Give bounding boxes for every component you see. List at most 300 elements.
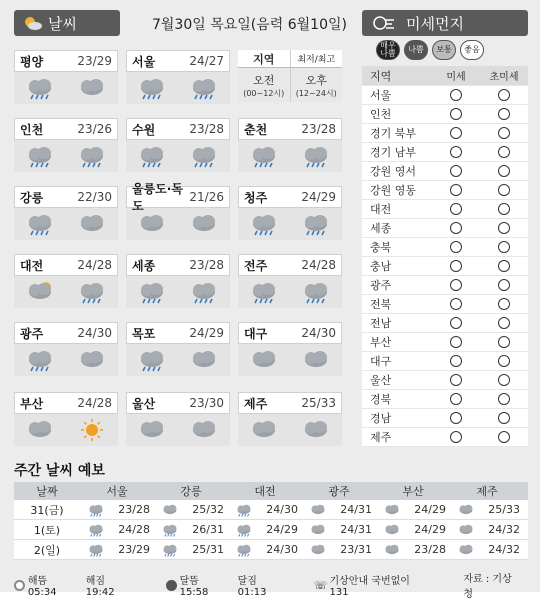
city-card <box>14 322 118 374</box>
dust-row <box>362 333 528 352</box>
city-card <box>14 186 118 238</box>
city-temp: 24/28 <box>77 258 112 272</box>
pm10-cell <box>432 184 480 196</box>
weekly-cell <box>80 523 154 537</box>
weekly-temp: 24/32 <box>488 543 520 556</box>
pm25-cell <box>480 260 528 272</box>
cloud-icon <box>248 418 280 442</box>
pm25-level-indicator <box>498 317 510 329</box>
dust-region: 세종 <box>370 222 392 235</box>
weekly-city-header: 제주 <box>476 485 498 498</box>
cloud-icon <box>76 76 108 100</box>
weekly-temp: 24/29 <box>414 523 446 536</box>
cloud-icon <box>308 543 328 557</box>
weekly-cell <box>376 543 450 557</box>
dust-row <box>362 295 528 314</box>
city-name: 평양 <box>20 54 44 69</box>
rain-icon <box>160 523 180 537</box>
pm25-cell <box>480 127 528 139</box>
pm10-level-indicator <box>450 241 462 253</box>
legend-am-label: 오전 <box>253 73 275 87</box>
rain-icon <box>234 503 254 517</box>
city-icons <box>126 414 230 446</box>
weekly-cell <box>450 543 524 557</box>
city-temp: 23/28 <box>301 122 336 136</box>
cloud-icon <box>188 348 220 372</box>
pm10-level-indicator <box>450 279 462 291</box>
pm10-cell <box>432 298 480 310</box>
weekly-temp: 23/31 <box>340 543 372 556</box>
city-icons <box>126 276 230 308</box>
city-card <box>126 182 230 238</box>
pm10-level-indicator <box>450 355 462 367</box>
city-card <box>126 254 230 306</box>
dust-row <box>362 314 528 333</box>
cloud-icon <box>248 348 280 372</box>
city-card-header <box>238 254 342 276</box>
dust-region: 제주 <box>370 431 392 444</box>
legend-minmax: 최저/최고 <box>297 55 336 65</box>
sun-icon <box>76 418 108 442</box>
cloud-icon <box>456 543 476 557</box>
weekly-cell <box>154 523 228 537</box>
cloud-icon <box>76 348 108 372</box>
dust-level-pill: 좋음 <box>460 40 484 60</box>
rain-icon <box>300 212 332 236</box>
dust-level-legend <box>376 40 484 60</box>
pm10-cell <box>432 317 480 329</box>
pm10-cell <box>432 146 480 158</box>
weekly-cell <box>154 503 228 517</box>
legend-region: 지역 <box>238 50 291 67</box>
city-name: 대구 <box>244 326 268 341</box>
pm25-level-indicator <box>498 146 510 158</box>
city-name: 울릉도·독도 <box>132 182 183 213</box>
footer <box>14 570 528 600</box>
weekly-table <box>14 482 528 560</box>
pm25-level-indicator <box>498 279 510 291</box>
moonset-item <box>238 572 288 598</box>
rain-icon <box>248 144 280 168</box>
city-card <box>238 322 342 374</box>
dust-region: 경북 <box>370 393 392 406</box>
pm25-level-indicator <box>498 412 510 424</box>
city-temp: 24/30 <box>77 326 112 340</box>
dust-region: 경남 <box>370 412 392 425</box>
pm10-level-indicator <box>450 412 462 424</box>
rain-icon <box>136 280 168 304</box>
weather-header-title: 날씨 <box>48 14 77 33</box>
rain-icon <box>160 543 180 557</box>
city-card <box>14 392 118 444</box>
city-card <box>14 50 118 102</box>
city-temp: 23/28 <box>189 258 224 272</box>
weekly-temp: 25/31 <box>192 543 224 556</box>
pm25-level-indicator <box>498 203 510 215</box>
weekly-city-header: 광주 <box>328 485 350 498</box>
cloud-icon <box>160 503 180 517</box>
sunset-text: 해짐 19:42 <box>85 576 115 598</box>
city-icons <box>126 140 230 172</box>
weekly-temp: 24/28 <box>118 523 150 536</box>
rain-icon <box>188 144 220 168</box>
sunset-item <box>86 572 136 598</box>
pm10-cell <box>432 222 480 234</box>
city-temp: 24/28 <box>77 396 112 410</box>
weekly-temp: 25/33 <box>488 503 520 516</box>
weekly-date-header: 날짜 <box>36 485 58 498</box>
sunrise-item <box>14 572 78 598</box>
weekly-row <box>14 540 528 560</box>
pm10-level-indicator <box>450 317 462 329</box>
dust-region: 울산 <box>370 374 392 387</box>
weekly-temp: 23/29 <box>118 543 150 556</box>
pm10-cell <box>432 393 480 405</box>
city-card <box>126 322 230 374</box>
dust-row <box>362 257 528 276</box>
rain-icon <box>188 280 220 304</box>
pm25-cell <box>480 146 528 158</box>
weekly-row <box>14 520 528 540</box>
dust-header <box>362 10 528 36</box>
rain-icon <box>300 280 332 304</box>
dust-row <box>362 105 528 124</box>
city-temp: 21/26 <box>189 190 224 204</box>
weekly-cell <box>302 543 376 557</box>
rain-icon <box>24 144 56 168</box>
source-text: 자료 : 기상청 <box>463 574 512 600</box>
dust-head-region: 지역 <box>370 69 392 83</box>
legend-pm <box>291 68 343 102</box>
rain-icon <box>24 348 56 372</box>
cloud-icon <box>382 543 402 557</box>
cloud-icon <box>136 418 168 442</box>
cloud-icon <box>188 418 220 442</box>
city-icons <box>14 72 118 104</box>
pm10-cell <box>432 412 480 424</box>
city-card <box>238 118 342 170</box>
pm10-cell <box>432 108 480 120</box>
dust-row <box>362 200 528 219</box>
dust-region: 전북 <box>370 298 392 311</box>
pm25-cell <box>480 241 528 253</box>
dust-level-pill: 매우나쁨 <box>376 40 400 60</box>
city-name: 수원 <box>132 122 156 137</box>
rain-icon <box>234 543 254 557</box>
pm10-level-indicator <box>450 431 462 443</box>
weekly-cell <box>302 523 376 537</box>
rain-icon <box>24 212 56 236</box>
pm25-level-indicator <box>498 393 510 405</box>
city-card-header <box>126 322 230 344</box>
pm25-level-indicator <box>498 165 510 177</box>
weekly-cell <box>302 503 376 517</box>
dust-row <box>362 238 528 257</box>
dust-head-pm25: 초미세 <box>489 72 519 83</box>
city-card-header <box>14 392 118 414</box>
weekly-temp: 26/31 <box>192 523 224 536</box>
weekly-header <box>14 482 528 500</box>
pm25-cell <box>480 393 528 405</box>
pm25-level-indicator <box>498 374 510 386</box>
weekly-cell <box>228 503 302 517</box>
city-card-header <box>126 50 230 72</box>
pm10-level-indicator <box>450 336 462 348</box>
sun-cloud-icon <box>24 280 56 304</box>
city-card <box>14 254 118 306</box>
city-card-header <box>14 322 118 344</box>
pm10-level-indicator <box>450 393 462 405</box>
city-card-header <box>126 254 230 276</box>
weekly-temp: 24/31 <box>340 523 372 536</box>
pm25-cell <box>480 431 528 443</box>
rain-icon <box>188 76 220 100</box>
legend-pm-label: 오후 <box>305 73 327 87</box>
dust-row <box>362 124 528 143</box>
weekly-city-header: 부산 <box>402 485 424 498</box>
pm10-level-indicator <box>450 184 462 196</box>
city-card <box>238 392 342 444</box>
weekly-temp: 24/32 <box>488 523 520 536</box>
pm25-level-indicator <box>498 222 510 234</box>
dust-row <box>362 371 528 390</box>
pm10-cell <box>432 336 480 348</box>
rain-icon <box>86 543 106 557</box>
dust-region: 충북 <box>370 241 392 254</box>
pm10-level-indicator <box>450 165 462 177</box>
city-card-header <box>238 186 342 208</box>
cloud-icon <box>188 212 220 236</box>
pm10-cell <box>432 241 480 253</box>
pm25-cell <box>480 317 528 329</box>
dust-row <box>362 143 528 162</box>
weekly-temp: 24/29 <box>414 503 446 516</box>
dust-region: 인천 <box>370 108 392 121</box>
weekly-temp: 23/28 <box>414 543 446 556</box>
dust-header-title: 미세먼지 <box>406 14 464 33</box>
city-temp: 23/28 <box>189 122 224 136</box>
city-name: 서울 <box>132 54 156 69</box>
pm25-cell <box>480 184 528 196</box>
city-name: 세종 <box>132 258 156 273</box>
dust-region: 전남 <box>370 317 392 330</box>
city-icons <box>238 140 342 172</box>
dust-region: 강원 영서 <box>370 165 417 178</box>
city-icons <box>238 414 342 446</box>
weekly-cell <box>228 543 302 557</box>
dust-region: 강원 영동 <box>370 184 417 197</box>
weekly-cell <box>80 503 154 517</box>
pm25-level-indicator <box>498 260 510 272</box>
city-icons <box>238 344 342 376</box>
pm25-level-indicator <box>498 127 510 139</box>
cloud-icon <box>456 503 476 517</box>
rain-icon <box>136 348 168 372</box>
dust-row <box>362 409 528 428</box>
sunrise-icon <box>14 580 25 591</box>
city-icons <box>126 72 230 104</box>
dust-row <box>362 162 528 181</box>
pm25-level-indicator <box>498 298 510 310</box>
dust-region: 충남 <box>370 260 392 273</box>
city-card <box>238 186 342 238</box>
city-icons <box>14 208 118 240</box>
city-name: 춘천 <box>244 122 268 137</box>
pm25-cell <box>480 203 528 215</box>
rain-icon <box>136 76 168 100</box>
pm25-cell <box>480 279 528 291</box>
city-name: 청주 <box>244 190 268 205</box>
cloud-icon <box>76 212 108 236</box>
dust-row <box>362 219 528 238</box>
cloud-icon <box>382 523 402 537</box>
weekly-city-header: 강릉 <box>180 485 202 498</box>
city-name: 울산 <box>132 396 156 411</box>
city-card-header <box>14 118 118 140</box>
dust-region: 대구 <box>370 355 392 368</box>
weekly-city-header: 대전 <box>254 485 276 498</box>
pm10-cell <box>432 374 480 386</box>
city-name: 제주 <box>244 396 268 411</box>
cloud-icon <box>382 503 402 517</box>
dust-row <box>362 390 528 409</box>
rain-icon <box>248 212 280 236</box>
rain-icon <box>76 144 108 168</box>
weekly-temp: 23/28 <box>118 503 150 516</box>
dust-region: 경기 북부 <box>370 127 417 140</box>
weekly-cell <box>228 523 302 537</box>
pm10-cell <box>432 165 480 177</box>
rain-icon <box>86 503 106 517</box>
cloud-icon <box>24 418 56 442</box>
weekly-row <box>14 500 528 520</box>
legend-pm-sub: (12~24시) <box>295 88 337 98</box>
weather-header <box>14 10 120 36</box>
city-icons <box>238 208 342 240</box>
date-text: 7월30일 목요일(음력 6월10일) <box>152 17 347 33</box>
pm10-level-indicator <box>450 108 462 120</box>
weekly-temp: 24/30 <box>266 543 298 556</box>
city-card-header <box>14 254 118 276</box>
city-name: 강릉 <box>20 190 44 205</box>
phone-icon: ☏ <box>313 578 328 592</box>
dust-table <box>362 66 528 447</box>
dust-head-pm10: 미세 <box>446 72 466 83</box>
dust-icon <box>372 15 396 31</box>
weekly-temp: 24/31 <box>340 503 372 516</box>
city-icons <box>238 276 342 308</box>
pm25-cell <box>480 412 528 424</box>
sunrise-text: 해뜸 05:34 <box>27 576 57 598</box>
city-temp: 24/28 <box>301 258 336 272</box>
weekly-cell <box>80 543 154 557</box>
pm10-cell <box>432 431 480 443</box>
dust-level-pill: 나쁨 <box>404 40 428 60</box>
dust-level-pill: 보통 <box>432 40 456 60</box>
pm10-cell <box>432 203 480 215</box>
city-temp: 24/30 <box>301 326 336 340</box>
city-card-header <box>126 392 230 414</box>
pm25-cell <box>480 108 528 120</box>
city-card-header <box>238 118 342 140</box>
weekly-temp: 24/29 <box>266 523 298 536</box>
pm10-cell <box>432 89 480 101</box>
city-name: 부산 <box>20 396 44 411</box>
rain-icon <box>136 144 168 168</box>
pm25-cell <box>480 222 528 234</box>
rain-icon <box>76 280 108 304</box>
rain-icon <box>248 280 280 304</box>
city-icons <box>14 414 118 446</box>
pm25-cell <box>480 336 528 348</box>
weekly-cell <box>154 543 228 557</box>
dust-region: 광주 <box>370 279 392 292</box>
pm10-cell <box>432 355 480 367</box>
pm10-level-indicator <box>450 260 462 272</box>
city-temp: 25/33 <box>301 396 336 410</box>
pm10-level-indicator <box>450 374 462 386</box>
pm10-level-indicator <box>450 146 462 158</box>
city-card <box>126 392 230 444</box>
dust-region: 서울 <box>370 89 392 102</box>
city-card-header <box>14 186 118 208</box>
moon-icon <box>166 580 177 591</box>
pm10-level-indicator <box>450 127 462 139</box>
weekly-cell <box>376 503 450 517</box>
city-icons <box>14 140 118 172</box>
cloud-icon <box>456 523 476 537</box>
rain-icon <box>24 76 56 100</box>
source-item <box>463 570 520 600</box>
info-text: 기상안내 국번없이 131 <box>329 576 410 598</box>
weekly-date: 2(일) <box>33 543 61 557</box>
city-temp: 23/29 <box>77 54 112 68</box>
city-card-header <box>14 50 118 72</box>
rain-icon <box>300 144 332 168</box>
legend-am-sub: (00~12시) <box>243 88 285 98</box>
city-temp: 24/29 <box>301 190 336 204</box>
pm25-level-indicator <box>498 241 510 253</box>
city-card-header <box>238 392 342 414</box>
pm25-level-indicator <box>498 89 510 101</box>
city-name: 광주 <box>20 326 44 341</box>
weekly-date: 31(금) <box>30 503 64 517</box>
moonrise-text: 달뜸 15:58 <box>179 576 209 598</box>
sun-cloud-icon <box>22 15 42 31</box>
pm10-cell <box>432 260 480 272</box>
cloud-icon <box>308 503 328 517</box>
dust-row <box>362 86 528 105</box>
pm25-level-indicator <box>498 108 510 120</box>
city-icons <box>14 276 118 308</box>
pm10-level-indicator <box>450 89 462 101</box>
cloud-icon <box>136 212 168 236</box>
dust-row <box>362 352 528 371</box>
weekly-temp: 24/30 <box>266 503 298 516</box>
pm25-level-indicator <box>498 184 510 196</box>
pm10-level-indicator <box>450 203 462 215</box>
city-temp: 23/26 <box>77 122 112 136</box>
pm25-level-indicator <box>498 431 510 443</box>
pm10-level-indicator <box>450 222 462 234</box>
weekly-cell <box>450 503 524 517</box>
city-name: 인천 <box>20 122 44 137</box>
dust-table-header <box>362 66 528 86</box>
weekly-title: 주간 날씨 예보 <box>14 463 105 479</box>
weekly-date: 1(토) <box>33 523 61 537</box>
cloud-icon <box>300 418 332 442</box>
weekly-cell <box>376 523 450 537</box>
